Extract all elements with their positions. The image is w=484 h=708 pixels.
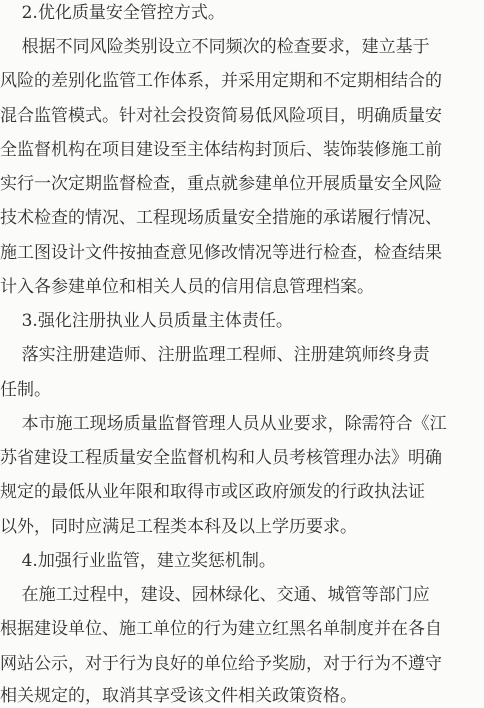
- paragraph-line: 混合监管模式。针对社会投资简易低风险项目，明确质量安: [0, 106, 442, 126]
- paragraph-line: 全监督机构在项目建设至主体结构封顶后、装饰装修施工前: [0, 140, 442, 160]
- heading-4: 4.加强行业监管，建立奖惩机制。: [0, 551, 276, 571]
- paragraph-line: 落实注册建造师、注册监理工程师、注册建筑师终身责: [0, 345, 430, 365]
- paragraph-line: 风险的差别化监管工作体系，并采用定期和不定期相结合的: [0, 71, 442, 91]
- paragraph-line: 实行一次定期监督检查，重点就参建单位开展质量安全风险: [0, 174, 442, 194]
- paragraph-line: 相关规定的，取消其享受该文件相关政策资格。: [0, 686, 357, 706]
- paragraph-line: 技术检查的情况、工程现场质量安全措施的承诺履行情况、: [0, 208, 442, 228]
- paragraph-line: 任制。: [0, 380, 51, 400]
- paragraph-line: 规定的最低从业年限和取得市或区政府颁发的行政执法证: [0, 482, 425, 502]
- heading-3: 3.强化注册执业人员质量主体责任。: [0, 311, 293, 331]
- paragraph-line: 计入各参建单位和相关人员的信用信息管理档案。: [0, 277, 374, 297]
- paragraph-line: 苏省建设工程质量安全监督机构和人员考核管理办法》明确: [0, 448, 442, 468]
- heading-2: 2.优化质量安全管控方式。: [0, 3, 225, 23]
- paragraph-line: 根据不同风险类别设立不同频次的检查要求，建立基于: [0, 37, 430, 57]
- paragraph-line: 施工图设计文件按抽查意见修改情况等进行检查，检查结果: [0, 243, 442, 263]
- paragraph-line: 根据建设单位、施工单位的行为建立红黑名单制度并在各自: [0, 619, 442, 639]
- paragraph-line: 以外，同时应满足工程类本科及以上学历要求。: [0, 517, 357, 537]
- paragraph-line: 本市施工现场质量监督管理人员从业要求，除需符合《江: [0, 414, 447, 434]
- paragraph-line: 在施工过程中，建设、园林绿化、交通、城管等部门应: [0, 585, 430, 605]
- paragraph-line: 网站公示，对于行为良好的单位给予奖励，对于行为不遵守: [0, 654, 442, 674]
